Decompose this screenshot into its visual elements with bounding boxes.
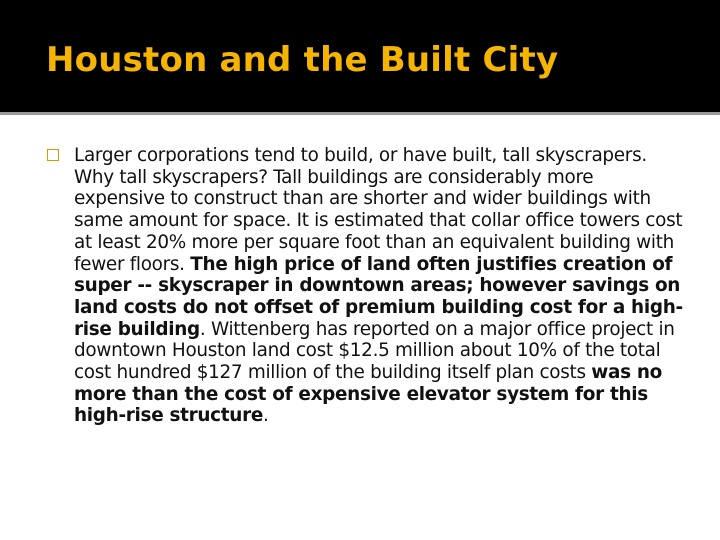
divider — [0, 112, 720, 115]
text-run: Larger corporations tend to build, or have built, tall skyscrapers. Why tall skyscrapers? Tall buildings are considerably more expensive to construct than are shorter and wider buildings with same amount for space. It is estimated that collar office towers cost at least 20% more per square foot than an equivalent building with fewer floors. — [74, 145, 683, 275]
slide-title: Houston and the Built City — [46, 40, 559, 80]
title-bar — [0, 0, 720, 112]
bold-text-run: The high price of land often justifies creation of super -- skyscraper in downtown areas; however savings on land costs do not offset of premium building cost for a high-rise building — [74, 253, 683, 340]
bullet-paragraph — [74, 145, 684, 427]
hollow-square-bullet-icon — [47, 149, 59, 161]
bold-text-run: was no more than the cost of expensive elevator system for this high-rise structure — [74, 362, 662, 427]
bullet-list-item — [74, 145, 684, 427]
text-run: . Wittenberg has reported on a major office project in downtown Houston land cost $12.5 million about 10% of the total cost hundred $127 million of the building itself plan costs — [74, 318, 675, 384]
text-run: . — [263, 405, 269, 427]
